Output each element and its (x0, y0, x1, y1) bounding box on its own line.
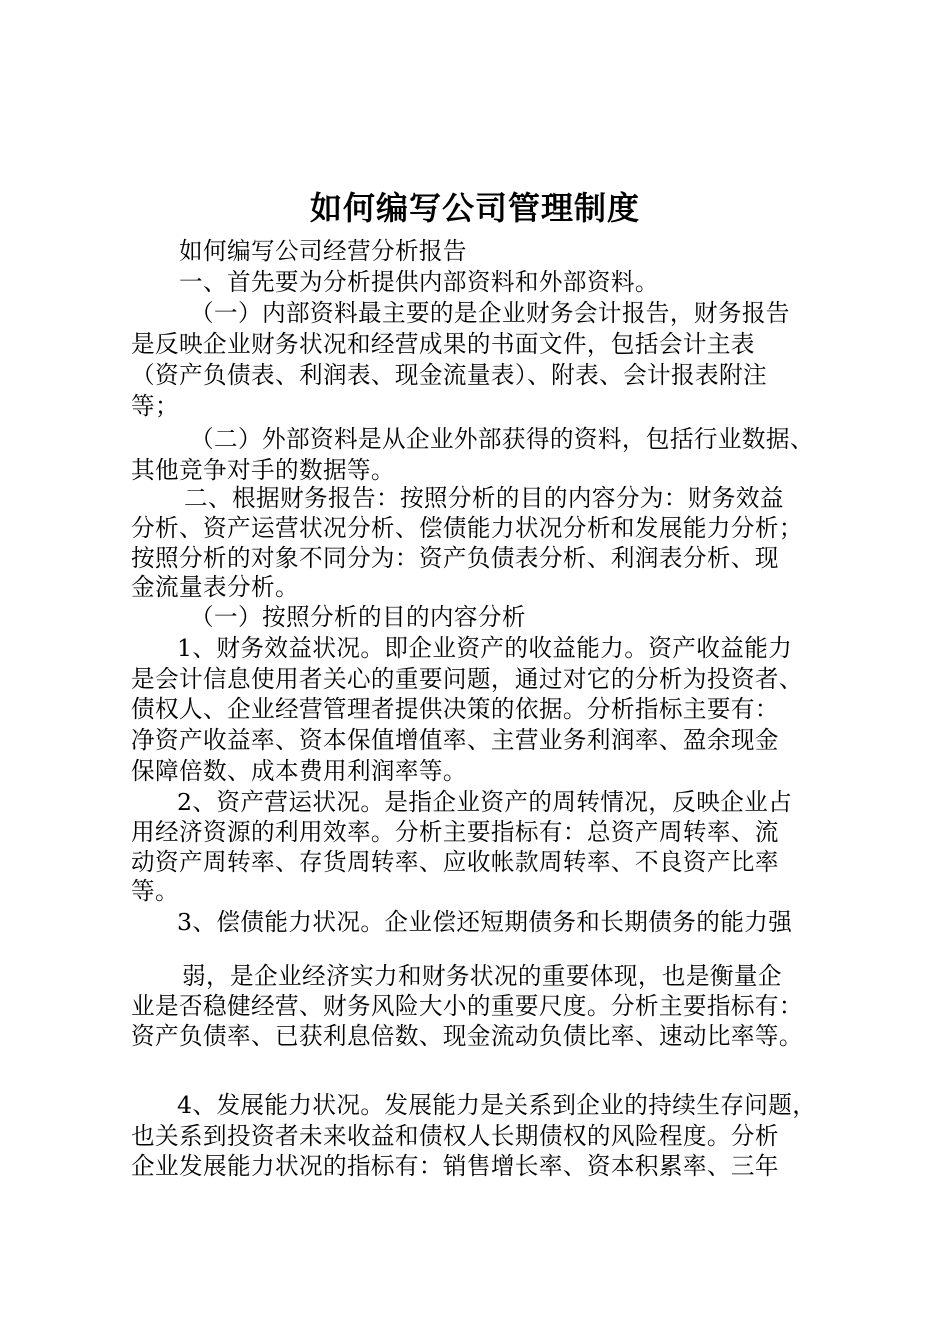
text-line: 用经济资源的利用效率。分析主要指标有：总资产周转率、流 (131, 818, 779, 846)
text-line: 二、根据财务报告：按照分析的目的内容分为：财务效益 (184, 484, 784, 512)
text-line: 2、资产营运状况。是指企业资产的周转情况，反映企业占 (177, 788, 793, 816)
text-line: 也关系到投资者未来收益和债权人长期债权的风险程度。分析 (131, 1122, 779, 1150)
text-line: 企业发展能力状况的指标有：销售增长率、资本积累率、三年 (131, 1152, 779, 1180)
text-line: 资产负债率、已获利息倍数、现金流动负债比率、速动比率等。 (131, 1022, 803, 1050)
text-line: 弱，是企业经济实力和财务状况的重要体现，也是衡量企 (182, 962, 782, 990)
text-line: 业是否稳健经营、财务风险大小的重要尺度。分析主要指标有： (131, 992, 803, 1020)
text-line: 是会计信息使用者关心的重要问题，通过对它的分析为投资者、 (131, 665, 803, 693)
text-line: （一）按照分析的目的内容分析 (190, 603, 526, 631)
text-line: 按照分析的对象不同分为：资产负债表分析、利润表分析、现 (131, 544, 779, 572)
text-line: 3、偿债能力状况。企业偿还短期债务和长期债务的能力强 (177, 908, 793, 936)
text-line: 保障倍数、成本费用利润率等。 (131, 757, 467, 785)
text-line: 净资产收益率、资本保值增值率、主营业务利润率、盈余现金 (131, 726, 779, 754)
text-line: （一）内部资料最主要的是企业财务会计报告，财务报告 (190, 299, 790, 327)
text-line: 等。 (131, 877, 179, 905)
text-line: 是反映企业财务状况和经营成果的书面文件，包括会计主表 (131, 330, 755, 358)
text-line: 债权人、企业经营管理者提供决策的依据。分析指标主要有： (131, 695, 779, 723)
text-line: （二）外部资料是从企业外部获得的资料，包括行业数据、 (190, 425, 814, 453)
text-line: （资产负债表、利润表、现金流量表）、附表、会计报表附注 (131, 361, 768, 389)
text-line: 金流量表分析。 (131, 573, 299, 601)
text-line: 其他竞争对手的数据等。 (131, 456, 395, 484)
text-line: 如何编写公司经营分析报告 (179, 237, 467, 265)
text-line: 一、首先要为分析提供内部资料和外部资料。 (179, 268, 659, 296)
document-title: 如何编写公司管理制度 (309, 189, 640, 227)
text-line: 4、发展能力状况。发展能力是关系到企业的持续生存问题， (177, 1091, 817, 1119)
text-line: 分析、资产运营状况分析、偿债能力状况分析和发展能力分析； (131, 514, 803, 542)
text-line: 动资产周转率、存货周转率、应收帐款周转率、不良资产比率 (131, 848, 779, 876)
text-line: 等； (131, 392, 179, 420)
text-line: 1、财务效益状况。即企业资产的收益能力。资产收益能力 (177, 634, 793, 662)
